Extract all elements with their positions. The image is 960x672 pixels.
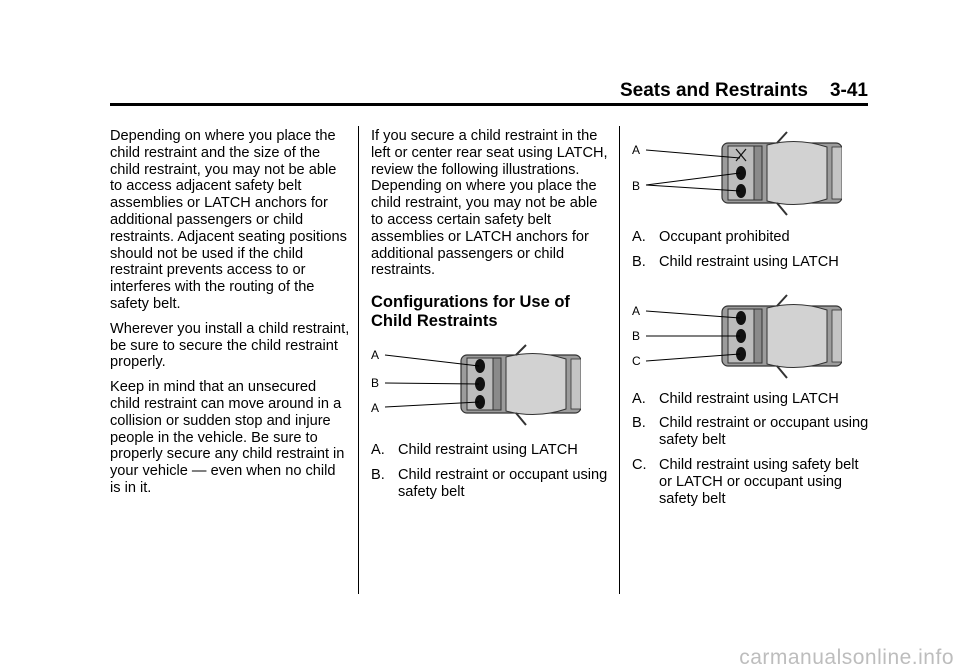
column-3 [632, 128, 872, 515]
column-2 [371, 128, 609, 509]
caption-c: C. Child restraint using safety belt or LATCH or occupant using safety belt [632, 456, 859, 507]
column-divider-2 [619, 126, 620, 594]
header-rule [110, 103, 868, 106]
figure-label: B [632, 328, 641, 343]
section-title: Seats and Restraints [620, 80, 808, 101]
column-divider-1 [358, 126, 359, 594]
watermark: carmanualsonline.info [739, 646, 954, 669]
paragraph: Keep in mind that an unsecured child restraint can move around in a collision or sudden stop and injure people in the vehicle. Be sure to properly secure any child restraint in your vehicle — even when no child is in it. [110, 379, 345, 496]
child-restraint-diagram-three-seat [371, 343, 581, 428]
page-header [620, 80, 868, 102]
section-heading: Configurations for Use of Child Restraints [371, 293, 570, 331]
figure-label: A [632, 303, 641, 318]
caption-a: A. Occupant prohibited [632, 229, 790, 245]
figure-label: B [371, 376, 380, 391]
child-restraint-diagram-two-seat [632, 128, 842, 218]
column-1 [110, 128, 350, 505]
caption-b: B. Child restraint using LATCH [632, 253, 839, 270]
page-number: 3-41 [829, 80, 868, 101]
figure-label: A [632, 143, 641, 157]
paragraph: Depending on where you place the child restraint and the size of the child restraint, you may not be able to access adjacent safety belt assemblies or LATCH anchors for additional passengers or child restraints. Adjacent seating positions should not be used if the child restraint prevents access to or interferes with the routing of the safety belt. [110, 128, 347, 312]
paragraph: If you secure a child restraint in the left or center rear seat using LATCH, review the following illustrations. Depending on where you place the child restraint, you may not be able to access certain safety belt assemblies or LATCH anchors for additional passengers or child restraints. [371, 128, 608, 279]
figure-label: B [632, 179, 641, 193]
paragraph: Wherever you install a child restraint, be sure to secure the child restraint properly. [110, 320, 350, 371]
figure-label: C [632, 353, 641, 368]
figure-label: A [371, 348, 380, 363]
caption-a: A. Child restraint using LATCH [632, 390, 839, 407]
caption-b: B. Child restraint or occupant using safety belt [371, 466, 608, 500]
caption-b: B. Child restraint or occupant using safety belt [632, 415, 869, 449]
figure-label: A [371, 401, 380, 416]
caption-a: A. Child restraint using LATCH [371, 442, 578, 459]
child-restraint-diagram-three-seat-alt [632, 291, 842, 381]
